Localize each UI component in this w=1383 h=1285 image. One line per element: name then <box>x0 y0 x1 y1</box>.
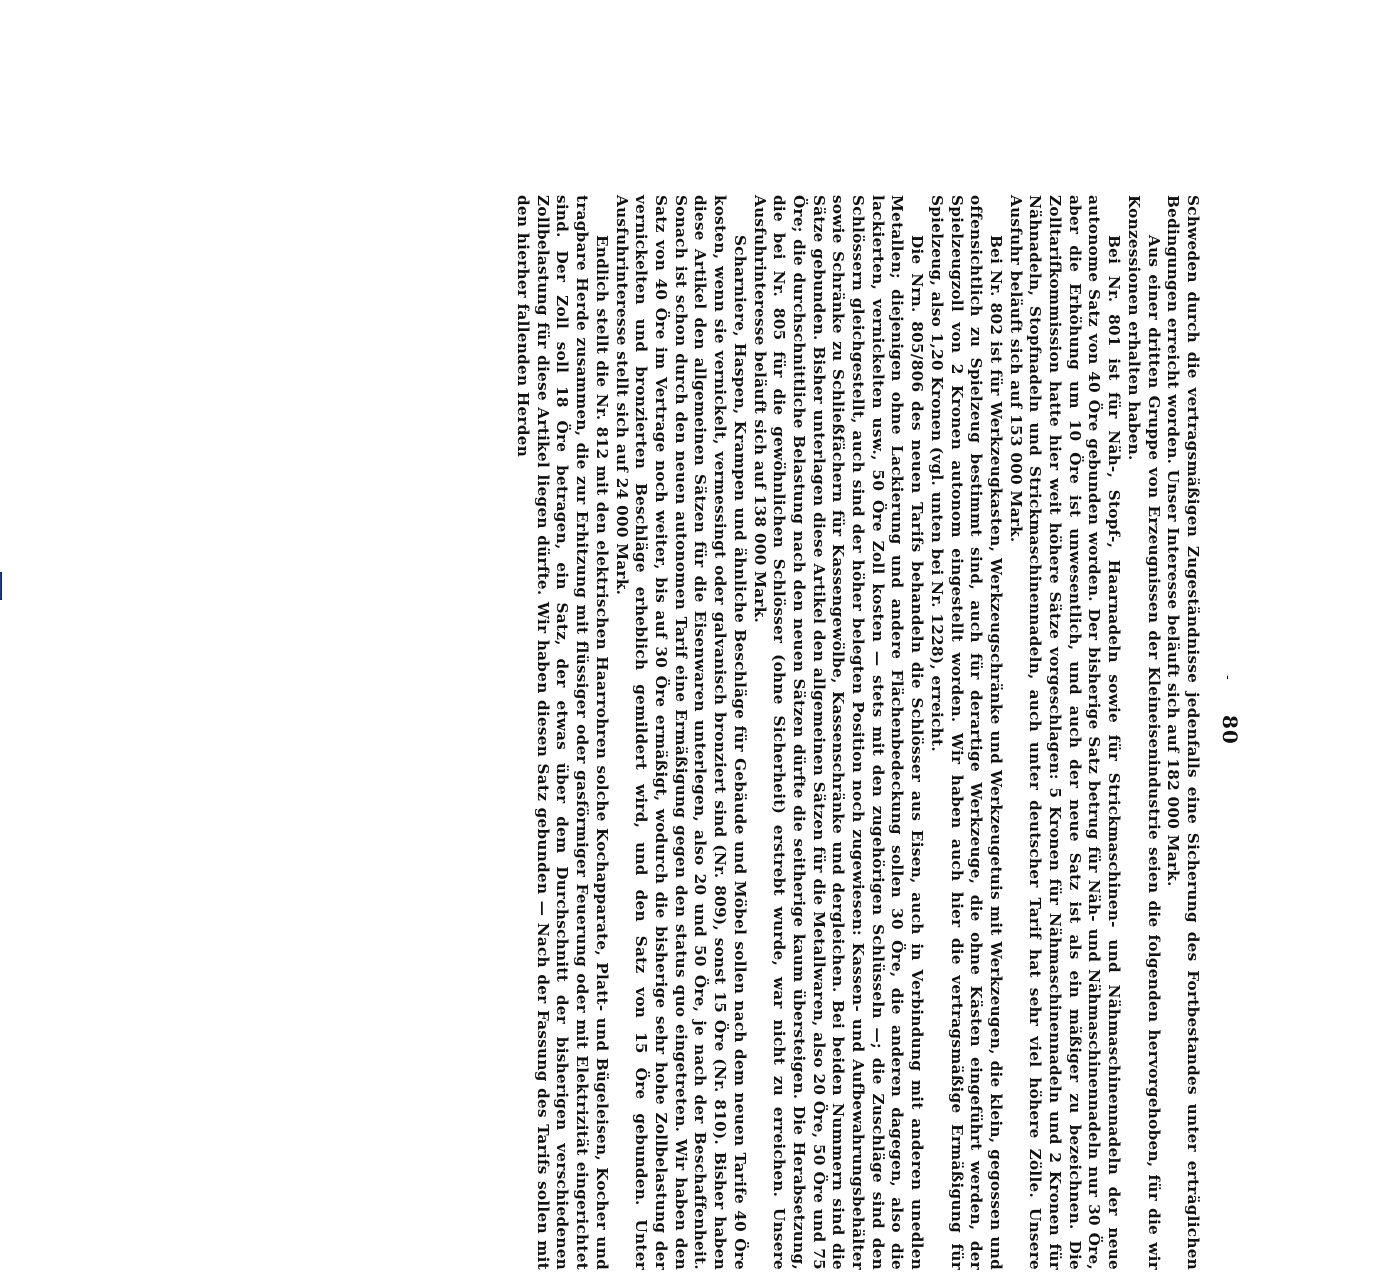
paragraph: Bei Nr. 801 ist für Näh-, Stopf-, Haarnadeln sowie für Strickmaschinen- und Nähmaschinennadeln der neue autonome Satz von 40 Öre gebunden worden. Der bisherige Satz betrug für Näh- und Nähmaschinennadeln nur 30 Öre, aber die Erhöhung um 10 Öre ist unwesentlich, und auch der neue Satz ist als ein mäßiger zu bezeichnen. Die Zolltarifkommission hatte hier weit höhere Sätze vorgeschlagen: 5 Kronen für Nähmaschinennadeln und 2 Kronen für Nähnadeln, Stopfnadeln und Strickmaschinennadeln, auch unter deutscher Tarif hat sehr viel höhere Zölle. Unsere Ausfuhr beläuft sich auf 153 000 Mark. <box>1006 195 1124 1270</box>
scanned-page <box>140 175 1250 1270</box>
digitization-credit <box>0 6 2 986</box>
paragraph: Aus einer dritten Gruppe von Erzeugnissen der Kleineisenindustrie seien die folgenden hervorgehoben, für die wir Konzessionen erhalten haben. <box>1124 195 1163 1270</box>
paragraph: Bei Nr. 802 ist für Werkzeugkasten, Werkzeugschränke und Werkzeugetuis mit Werkzeugen, die klein, gegossen und offensichtlich zu Spielzeug bestimmt sind, auch für derartige Werkzeuge, die ohne Kästen eingeführt werden, der Spielzeugzoll von 2 Kronen autonom eingestellt worden. Wir haben auch hier die vertragsmäßige Ermäßigung für Spielzeug, also 1,20 Kronen (vgl. unten bei Nr. 1228), erreicht. <box>927 195 1005 1270</box>
page-number: 80 <box>1218 715 1242 745</box>
paragraph: Die Nrn. 805/806 des neuen Tarifs behandeln die Schlösser aus Eisen, auch in Verbindung mit anderen unedlen Metallen; diejenigen ohne Lackierung und andere Flächenbedeckung sollen 30 Öre, die anderen dagegen, also die lackierten, vernickelten usw., 50 Öre Zoll kosten — stets mit den zugehörigen Schlüsseln —; die Zuschläge sind den Schlössern gleichgestellt, auch sind der höher belegten Position noch zugewiesen: Kassen- und Aufbewahrungsbehälter sowie Schränke zu Schließfächern für Kassengewölbe, Kassenschränke und dergleichen. Bei beiden Nummern sind die Sätze gebunden. Bisher unterlagen diese Artikel den allgemeinen Sätzen für die Metallwaren, also 20 Öre, 50 Öre und 75 Öre; die durchschnittliche Belastung nach den neuen Sätzen dürfte die seitherige kaum übersteigen. Die Herabsetzung, die bei Nr. 805 für die gewöhnlichen Schlösser (ohne Sicherheit) erstrebt wurde, war nicht zu erreichen. Unsere Ausfuhrinteresse beläuft sich auf 138 000 Mark. <box>750 195 927 1270</box>
dfg-logo <box>0 572 2 599</box>
rotated-page <box>140 175 1250 1270</box>
digitization-credit-sidebar <box>0 0 16 1000</box>
paragraph: Endlich stellt die Nr. 812 mit den elektrischen Haarrohren solche Kochapparate, Platt- und Bügeleisen, Kocher und tragbare Herde zusammen, die zur Erhitzung mit flüssiger oder gasförmiger Feuerung oder mit Elektrizität eingerichtet sind. Der Zoll soll 18 Öre betragen, ein Satz, der etwas über dem Durchschnitt der bisherigen verschiedenen Zollbelastung für diese Artikel liegen dürfte. Wir haben diesen Satz gebunden — Nach der Fassung des Tarifs sollen mit den hierher fallenden Herden <box>514 195 611 1270</box>
paragraph: Scharniere, Haspen, Krampen und ähnliche Beschläge für Gebäude und Möbel sollen nach dem neuen Tarife 40 Öre kosten, wenn sie vernickelt, vermessingt oder galvanisch bronziert sind (Nr. 809), sonst 15 Öre (Nr. 810). Bisher haben diese Artikel den allgemeinen Sätzen für die Eisenwaren unterlegen, also 20 und 50 Öre, je nach der Beschaffenheit. Sonach ist schon durch den neuen autonomen Tarif eine Ermäßigung gegen den status quo eingetreten. Wir haben den Satz von 40 Öre im Vertrage noch weiter, bis auf 30 Öre ermäßigt, wodurch die bisherige sehr hohe Zollbelastung der vernickelten und bronzierten Beschläge erheblich gemildert wird, und den Satz von 15 Öre gebunden. Unter Ausfuhrinteresse stellt sich auf 24 000 Mark. <box>612 195 749 1270</box>
paragraph: Schweden durch die vertragsmäßigen Zugeständnisse jedenfalls eine Sicherung des Fortbestandes unter erträglichen Bedingungen erreicht worden. Unser Interesse beläuft sich auf 182 000 Mark. <box>1164 195 1202 1270</box>
page-dash-mark: - <box>1220 675 1236 680</box>
digitization-credit-text <box>0 604 1 986</box>
body-text <box>512 195 1202 1270</box>
page-content <box>514 175 1250 1285</box>
